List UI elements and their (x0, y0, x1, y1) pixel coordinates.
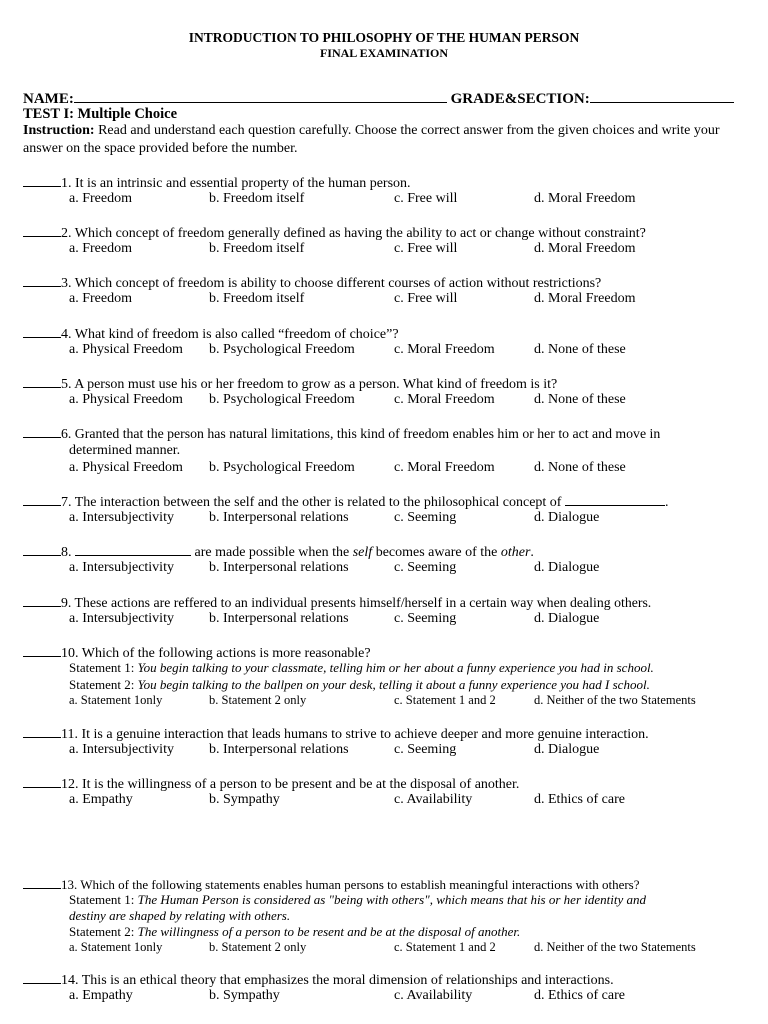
option-d: d. Moral Freedom (534, 191, 636, 206)
question-2: 2. Which concept of freedom generally defined as having the ability to act or change without constraint? (23, 224, 646, 242)
question-7: 7. The interaction between the self and the other is related to the philosophical concept of . (23, 493, 668, 511)
option-a: a. Empathy (69, 792, 133, 807)
option-c: c. Statement 1 and 2 (394, 693, 496, 707)
answer-blank-5[interactable] (23, 375, 61, 388)
answer-blank-13[interactable] (23, 876, 61, 889)
options-8 (69, 559, 749, 576)
options-5 (69, 391, 749, 408)
option-d: d. Neither of the two Statements (534, 693, 696, 707)
option-a: a. Intersubjectivity (69, 742, 174, 757)
option-c: c. Moral Freedom (394, 342, 495, 357)
option-a: a. Intersubjectivity (69, 611, 174, 626)
option-d: d. Dialogue (534, 611, 600, 626)
option-b: b. Interpersonal relations (209, 611, 349, 626)
question-1: 1. It is an intrinsic and essential property of the human person. (23, 174, 411, 192)
option-c: c. Seeming (394, 510, 457, 525)
options-6 (69, 459, 749, 476)
question-12: 12. It is the willingness of a person to be present and be at the disposal of another. (23, 775, 519, 793)
question-9: 9. These actions are reffered to an individual presents himself/herself in a certain way when dealing others. (23, 594, 651, 611)
option-d: d. Moral Freedom (534, 241, 636, 256)
answer-blank-8[interactable] (23, 543, 61, 556)
question-4: 4. What kind of freedom is also called “freedom of choice”? (23, 325, 399, 343)
name-label: NAME: (23, 91, 74, 107)
question-11: 11. It is a genuine interaction that leads humans to strive to achieve deeper and more genuine interaction. (23, 725, 649, 743)
option-b: b. Sympathy (209, 792, 280, 807)
answer-blank-11[interactable] (23, 725, 61, 738)
statement-1-continuation: destiny are shaped by relating with others. (69, 908, 291, 923)
name-blank[interactable] (74, 89, 447, 103)
grade-section-label: GRADE&SECTION: (450, 91, 590, 107)
option-c: c. Moral Freedom (394, 392, 495, 407)
answer-blank-4[interactable] (23, 325, 61, 338)
option-b: b. Statement 2 only (209, 693, 307, 707)
options-4 (69, 341, 749, 358)
answer-blank-9[interactable] (23, 594, 61, 607)
option-a: a. Physical Freedom (69, 342, 183, 357)
options-10 (69, 692, 749, 709)
instruction-label: Instruction: (23, 123, 95, 138)
question-5: 5. A person must use his or her freedom to grow as a person. What kind of freedom is it? (23, 375, 557, 393)
option-b: b. Psychological Freedom (209, 460, 355, 475)
option-b: b. Interpersonal relations (209, 560, 349, 575)
question-6: 6. Granted that the person has natural limitations, this kind of freedom enables him or her to act and move in (23, 425, 660, 442)
option-d: d. Ethics of care (534, 988, 625, 1003)
option-d: d. None of these (534, 342, 626, 357)
statement-1: Statement 1: You begin talking to your classmate, telling him or her about a funny experience you had in school. (69, 660, 654, 675)
statement-2: Statement 2: The willingness of a person to be resent and be at the disposal of another. (69, 924, 521, 939)
option-d: d. Dialogue (534, 510, 600, 525)
fill-in-blank-7[interactable] (565, 493, 665, 506)
question-10: 10. Which of the following actions is more reasonable? (23, 644, 371, 662)
option-c: c. Seeming (394, 611, 457, 626)
answer-blank-6[interactable] (23, 425, 61, 438)
option-a: a. Physical Freedom (69, 460, 183, 475)
option-d: d. Neither of the two Statements (534, 940, 696, 954)
option-a: a. Freedom (69, 241, 132, 256)
option-b: b. Freedom itself (209, 291, 305, 306)
answer-blank-3[interactable] (23, 274, 61, 287)
question-14: 14. This is an ethical theory that emphasizes the moral dimension of relationships and interactions. (23, 971, 614, 989)
exam-subtitle: FINAL EXAMINATION (319, 46, 449, 60)
option-b: b. Interpersonal relations (209, 742, 349, 757)
answer-blank-7[interactable] (23, 493, 61, 506)
answer-blank-14[interactable] (23, 971, 61, 984)
options-12 (69, 791, 749, 808)
option-a: a. Statement 1only (69, 940, 163, 954)
option-c: c. Free will (394, 291, 458, 306)
statement-1: Statement 1: The Human Person is considered as "being with others", which means that his or her identity and (69, 892, 646, 907)
exam-title: INTRODUCTION TO PHILOSOPHY OF THE HUMAN PERSON (188, 30, 580, 45)
question-8: 8. are made possible when the self becomes aware of the other. (23, 543, 534, 561)
answer-blank-2[interactable] (23, 224, 61, 237)
options-2 (69, 240, 749, 257)
option-d: d. None of these (534, 460, 626, 475)
option-c: c. Seeming (394, 560, 457, 575)
option-c: c. Moral Freedom (394, 460, 495, 475)
option-a: a. Empathy (69, 988, 133, 1003)
option-b: b. Freedom itself (209, 191, 305, 206)
option-b: b. Interpersonal relations (209, 510, 349, 525)
question-3: 3. Which concept of freedom is ability to choose different courses of action without restrictions? (23, 274, 601, 292)
option-d: d. Moral Freedom (534, 291, 636, 306)
option-c: c. Availability (394, 988, 473, 1003)
fill-in-blank-8[interactable] (75, 543, 191, 556)
grade-section-blank[interactable] (590, 89, 734, 103)
question-13: 13. Which of the following statements enables human persons to establish meaningful interactions with others? (23, 876, 640, 893)
statement-2: Statement 2: You begin talking to the ballpen on your desk, telling it about a funny experience you had I school. (69, 677, 650, 692)
options-3 (69, 290, 749, 307)
option-b: b. Statement 2 only (209, 940, 307, 954)
test-heading: TEST I: Multiple Choice (23, 106, 178, 122)
option-b: b. Psychological Freedom (209, 392, 355, 407)
instruction-text: Read and understand each question carefully. Choose the correct answer from the given choices and write your answer on the space provided before the number. (23, 123, 720, 156)
options-11 (69, 741, 749, 758)
option-a: a. Intersubjectivity (69, 510, 174, 525)
option-d: d. None of these (534, 392, 626, 407)
option-a: a. Intersubjectivity (69, 560, 174, 575)
question-6-continuation: determined manner. (69, 443, 181, 458)
answer-blank-1[interactable] (23, 174, 61, 187)
option-b: b. Sympathy (209, 988, 280, 1003)
answer-blank-12[interactable] (23, 775, 61, 788)
options-14 (69, 987, 749, 1004)
option-d: d. Dialogue (534, 742, 600, 757)
option-c: c. Free will (394, 191, 458, 206)
option-a: a. Physical Freedom (69, 392, 183, 407)
option-c: c. Statement 1 and 2 (394, 940, 496, 954)
instruction (23, 122, 739, 157)
answer-blank-10[interactable] (23, 644, 61, 657)
option-c: c. Availability (394, 792, 473, 807)
option-a: a. Freedom (69, 291, 132, 306)
options-9 (69, 610, 749, 627)
options-13 (69, 939, 749, 956)
option-c: c. Free will (394, 241, 458, 256)
option-b: b. Freedom itself (209, 241, 305, 256)
option-a: a. Statement 1only (69, 693, 163, 707)
option-d: d. Dialogue (534, 560, 600, 575)
option-a: a. Freedom (69, 191, 132, 206)
option-b: b. Psychological Freedom (209, 342, 355, 357)
option-d: d. Ethics of care (534, 792, 625, 807)
option-c: c. Seeming (394, 742, 457, 757)
options-7 (69, 509, 749, 526)
options-1 (69, 190, 749, 207)
